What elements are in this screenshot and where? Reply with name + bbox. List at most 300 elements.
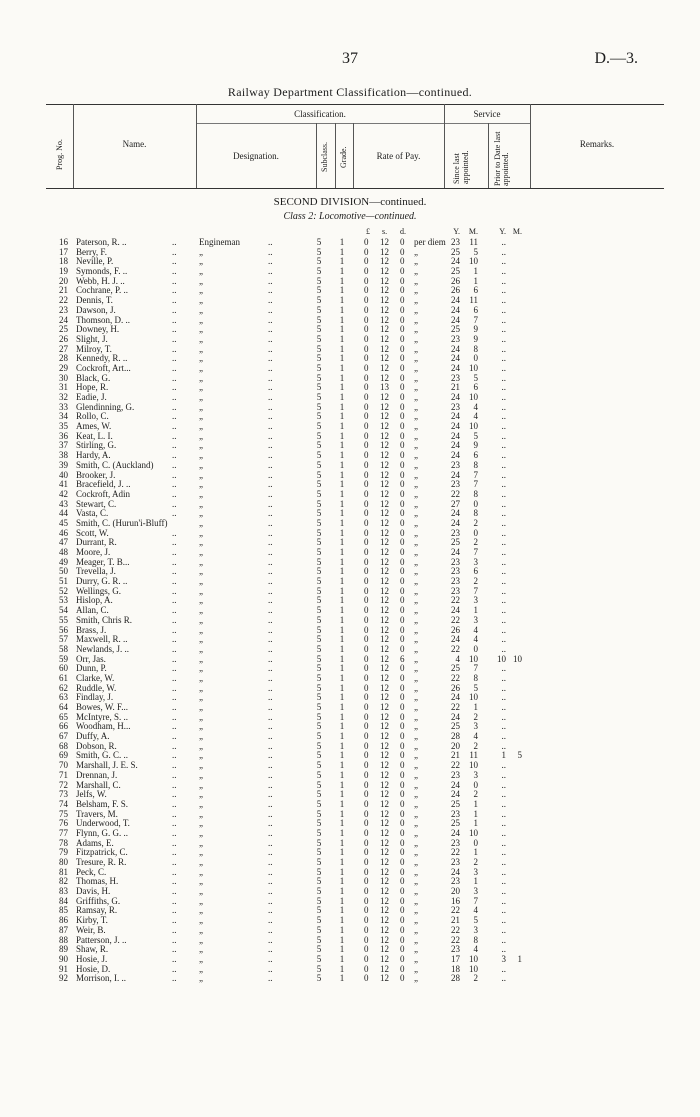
pay-shillings: 12 xyxy=(380,653,389,664)
leader-dots: .. xyxy=(268,895,273,906)
pay-shillings: 12 xyxy=(380,324,389,335)
subclass: 5 xyxy=(316,750,322,761)
prog-no: 47 xyxy=(59,537,68,548)
page-number: 37 xyxy=(342,50,358,67)
pay-shillings: 12 xyxy=(380,304,389,315)
table-row xyxy=(0,915,700,925)
pay-shillings: 12 xyxy=(380,469,389,480)
leader-dots: .. xyxy=(268,672,273,683)
grade: 1 xyxy=(339,953,345,964)
prior-years: .. xyxy=(501,556,506,567)
designation: „ xyxy=(199,905,203,916)
designation: „ xyxy=(199,508,203,519)
section-heading: SECOND DIVISION—continued. xyxy=(273,196,427,208)
prior-years: 10 xyxy=(497,653,506,664)
designation: „ xyxy=(199,973,203,984)
since-months: 1 xyxy=(473,818,478,829)
prog-no: 28 xyxy=(59,353,68,364)
pay-shillings: 12 xyxy=(380,886,389,897)
pay-shillings: 12 xyxy=(380,333,389,344)
since-years: 23 xyxy=(451,857,460,867)
pay-shillings: 12 xyxy=(380,537,389,548)
table-row xyxy=(0,324,700,334)
since-years: 23 xyxy=(451,566,460,577)
table-row xyxy=(0,634,700,644)
subclass: 5 xyxy=(316,905,322,916)
prior-years: .. xyxy=(501,527,506,538)
pay-unit: „ xyxy=(414,595,418,606)
designation: „ xyxy=(199,798,203,809)
designation: „ xyxy=(199,895,203,906)
prog-no: 58 xyxy=(59,643,68,654)
pay-unit: „ xyxy=(414,740,418,751)
since-months: 2 xyxy=(473,740,478,751)
grade: 1 xyxy=(339,595,345,606)
leader-dots: .. xyxy=(268,314,273,325)
since-months: 2 xyxy=(473,576,478,587)
prog-no: 33 xyxy=(59,401,68,412)
prior-years: .. xyxy=(501,857,506,867)
pay-unit: „ xyxy=(414,498,418,509)
col-subclass: Subclass. xyxy=(320,142,329,172)
pay-pounds: 0 xyxy=(364,808,369,819)
prog-no: 16 xyxy=(59,237,68,247)
since-years: 24 xyxy=(451,295,460,306)
subclass: 5 xyxy=(316,469,322,480)
since-years: 24 xyxy=(451,353,460,364)
pay-pounds: 0 xyxy=(364,488,369,499)
prior-years: .. xyxy=(501,924,506,935)
pay-pence: 0 xyxy=(400,547,405,557)
pay-pence: 0 xyxy=(400,663,405,674)
subclass: 5 xyxy=(316,915,322,926)
grade: 1 xyxy=(339,469,345,480)
pay-pence: 0 xyxy=(400,944,405,955)
designation: „ xyxy=(199,304,203,315)
employee-name: Ames, W. xyxy=(76,421,112,432)
prior-years: .. xyxy=(501,827,506,838)
leader-dots: .. xyxy=(268,508,273,519)
subclass: 5 xyxy=(316,488,322,499)
since-years: 22 xyxy=(451,847,460,858)
pay-shillings: 12 xyxy=(380,953,389,964)
since-years: 21 xyxy=(451,915,460,926)
pay-pounds: 0 xyxy=(364,595,369,606)
table-row xyxy=(0,809,700,819)
subclass: 5 xyxy=(316,886,322,897)
prior-years: .. xyxy=(501,595,506,606)
table-row xyxy=(0,644,700,654)
since-years: 24 xyxy=(451,314,460,325)
pay-pence: 0 xyxy=(400,808,405,819)
leader-dots: .. xyxy=(268,953,273,964)
employee-name: Marshall, J. E. S. xyxy=(76,760,138,771)
employee-name: Clarke, W. xyxy=(76,672,115,683)
pay-pounds: 0 xyxy=(364,459,369,470)
table-row xyxy=(0,712,700,722)
since-years: 24 xyxy=(451,362,460,373)
since-years: 23 xyxy=(451,372,460,383)
since-years: 22 xyxy=(451,760,460,771)
unit-since-years: Y. xyxy=(453,227,460,236)
employee-name: Brooker, J. xyxy=(76,469,116,480)
prog-no: 36 xyxy=(59,430,68,441)
prog-no: 29 xyxy=(59,362,68,373)
leader-dots: .. xyxy=(268,769,273,780)
pay-unit: „ xyxy=(414,411,418,422)
col-divider xyxy=(488,123,489,188)
pay-pence: 6 xyxy=(400,653,405,664)
prog-no: 38 xyxy=(59,450,68,461)
since-years: 22 xyxy=(451,595,460,606)
table-row xyxy=(0,683,700,693)
pay-pence: 0 xyxy=(400,605,405,616)
pay-shillings: 12 xyxy=(380,847,389,858)
since-months: 1 xyxy=(473,808,478,819)
pay-shillings: 12 xyxy=(380,614,389,625)
pay-unit: „ xyxy=(414,266,418,277)
prog-no: 31 xyxy=(59,382,68,393)
prog-no: 76 xyxy=(59,818,68,829)
pay-pounds: 0 xyxy=(364,953,369,964)
prior-years: .. xyxy=(501,711,506,722)
since-years: 22 xyxy=(451,905,460,916)
leader-dots: .. xyxy=(172,595,177,606)
subclass: 5 xyxy=(316,847,322,858)
since-months: 8 xyxy=(473,672,478,683)
prior-years: .. xyxy=(501,779,506,790)
pay-unit: „ xyxy=(414,353,418,364)
since-months: 2 xyxy=(473,517,478,528)
prog-no: 84 xyxy=(59,895,68,906)
prog-no: 41 xyxy=(59,479,68,490)
employee-name: Dennis, T. xyxy=(76,295,113,306)
since-years: 22 xyxy=(451,702,460,712)
since-years: 23 xyxy=(451,237,460,247)
subclass: 5 xyxy=(316,692,322,703)
prior-years: .. xyxy=(501,314,506,325)
since-months: 9 xyxy=(473,440,478,451)
grade: 1 xyxy=(339,517,345,528)
pay-pence: 0 xyxy=(400,595,405,606)
since-years: 23 xyxy=(451,769,460,780)
since-years: 23 xyxy=(451,576,460,587)
table-row xyxy=(0,392,700,402)
pay-shillings: 12 xyxy=(380,682,389,693)
grade: 1 xyxy=(339,576,345,587)
since-years: 25 xyxy=(451,266,460,277)
prog-no: 60 xyxy=(59,663,68,674)
pay-unit: „ xyxy=(414,479,418,490)
leader-dots: .. xyxy=(268,392,273,402)
pay-unit: „ xyxy=(414,314,418,325)
designation: „ xyxy=(199,411,203,422)
pay-shillings: 12 xyxy=(380,527,389,538)
since-years: 22 xyxy=(451,672,460,683)
pay-pence: 0 xyxy=(400,827,405,838)
pay-pounds: 0 xyxy=(364,634,369,645)
designation: „ xyxy=(199,246,203,257)
pay-unit: „ xyxy=(414,372,418,383)
pay-pounds: 0 xyxy=(364,372,369,383)
pay-shillings: 12 xyxy=(380,857,389,867)
grade: 1 xyxy=(339,605,345,616)
since-years: 24 xyxy=(451,827,460,838)
prior-years: .. xyxy=(501,672,506,683)
unit-prior-months: M. xyxy=(512,227,522,236)
prior-years: .. xyxy=(501,721,506,732)
employee-name: Newlands, J. .. xyxy=(76,643,129,654)
since-years: 25 xyxy=(451,798,460,809)
pay-shillings: 12 xyxy=(380,392,389,402)
prog-no: 37 xyxy=(59,440,68,451)
leader-dots: .. xyxy=(268,585,273,596)
leader-dots: .. xyxy=(172,295,177,306)
pay-pounds: 0 xyxy=(364,430,369,441)
table-row xyxy=(0,935,700,945)
table-row xyxy=(0,770,700,780)
employee-name: Belsham, F. S. xyxy=(76,798,129,809)
prior-years: .. xyxy=(501,663,506,674)
prog-no: 39 xyxy=(59,459,68,470)
since-years: 23 xyxy=(451,585,460,596)
subclass: 5 xyxy=(316,769,322,780)
since-months: 3 xyxy=(473,556,478,567)
employee-name: Fitzpatrick, C. xyxy=(76,847,128,858)
subclass: 5 xyxy=(316,973,322,984)
pay-pence: 0 xyxy=(400,566,405,577)
table-row xyxy=(0,663,700,673)
pay-pounds: 0 xyxy=(364,585,369,596)
pay-pence: 0 xyxy=(400,382,405,393)
pay-unit: „ xyxy=(414,721,418,732)
leader-dots: .. xyxy=(268,711,273,722)
since-months: 8 xyxy=(473,459,478,470)
pay-unit: „ xyxy=(414,537,418,548)
pay-pence: 0 xyxy=(400,731,405,742)
since-months: 2 xyxy=(473,857,478,867)
pay-unit: „ xyxy=(414,362,418,373)
since-months: 0 xyxy=(473,353,478,364)
since-years: 24 xyxy=(451,440,460,451)
pay-pence: 0 xyxy=(400,692,405,703)
leader-dots: .. xyxy=(172,421,177,432)
since-months: 10 xyxy=(469,256,478,267)
prog-no: 48 xyxy=(59,547,68,557)
prog-no: 17 xyxy=(59,246,68,257)
leader-dots: .. xyxy=(268,827,273,838)
pay-unit: per diem xyxy=(414,237,446,247)
pay-shillings: 13 xyxy=(380,382,389,393)
table-row xyxy=(0,276,700,286)
pay-unit: „ xyxy=(414,304,418,315)
pay-pounds: 0 xyxy=(364,411,369,422)
prior-years: .. xyxy=(501,702,506,712)
pay-shillings: 12 xyxy=(380,702,389,712)
pay-unit: „ xyxy=(414,973,418,984)
grade: 1 xyxy=(339,450,345,461)
leader-dots: .. xyxy=(172,924,177,935)
grade: 1 xyxy=(339,682,345,693)
pay-pounds: 0 xyxy=(364,566,369,577)
leader-dots: .. xyxy=(268,246,273,257)
since-years: 4 xyxy=(455,653,460,664)
pay-pence: 0 xyxy=(400,895,405,906)
leader-dots: .. xyxy=(172,508,177,519)
grade: 1 xyxy=(339,295,345,306)
designation: „ xyxy=(199,953,203,964)
employee-name: Milroy, T. xyxy=(76,343,112,354)
since-months: 3 xyxy=(473,866,478,877)
pay-unit: „ xyxy=(414,517,418,528)
employee-name: Davis, H. xyxy=(76,886,111,897)
since-months: 3 xyxy=(473,595,478,606)
since-years: 22 xyxy=(451,614,460,625)
since-months: 4 xyxy=(473,905,478,916)
since-years: 24 xyxy=(451,634,460,645)
pay-shillings: 12 xyxy=(380,779,389,790)
pay-pence: 0 xyxy=(400,886,405,897)
pay-shillings: 12 xyxy=(380,934,389,945)
since-months: 2 xyxy=(473,537,478,548)
since-months: 1 xyxy=(473,605,478,616)
since-years: 16 xyxy=(451,895,460,906)
designation: „ xyxy=(199,382,203,393)
col-grade: Grade. xyxy=(339,146,348,168)
subclass: 5 xyxy=(316,653,322,664)
leader-dots: .. xyxy=(268,576,273,587)
pay-pounds: 0 xyxy=(364,789,369,800)
table-row xyxy=(0,373,700,383)
subclass: 5 xyxy=(316,624,322,635)
designation: „ xyxy=(199,547,203,557)
pay-shillings: 12 xyxy=(380,672,389,683)
col-prior-to-date: Prior to Date last appointed. xyxy=(493,131,510,186)
since-years: 26 xyxy=(451,682,460,693)
grade: 1 xyxy=(339,266,345,277)
employee-name: Findlay, J. xyxy=(76,692,114,703)
table-row xyxy=(0,867,700,877)
since-months: 3 xyxy=(473,886,478,897)
leader-dots: .. xyxy=(268,382,273,393)
pay-pence: 0 xyxy=(400,479,405,490)
prog-no: 42 xyxy=(59,488,68,499)
since-months: 1 xyxy=(473,847,478,858)
pay-unit: „ xyxy=(414,702,418,712)
prior-years: .. xyxy=(501,798,506,809)
pay-unit: „ xyxy=(414,556,418,567)
employee-name: Stewart, C. xyxy=(76,498,117,509)
pay-pounds: 0 xyxy=(364,237,369,247)
leader-dots: .. xyxy=(172,973,177,984)
designation: „ xyxy=(199,692,203,703)
employee-name: Meager, T. B... xyxy=(76,556,130,567)
header-top-rule xyxy=(46,104,664,105)
designation: „ xyxy=(199,779,203,790)
since-years: 24 xyxy=(451,256,460,267)
grade: 1 xyxy=(339,866,345,877)
leader-dots: .. xyxy=(268,915,273,926)
prog-no: 79 xyxy=(59,847,68,858)
subclass: 5 xyxy=(316,430,322,441)
grade: 1 xyxy=(339,663,345,674)
pay-pounds: 0 xyxy=(364,353,369,364)
pay-unit: „ xyxy=(414,430,418,441)
subclass: 5 xyxy=(316,353,322,364)
designation: „ xyxy=(199,857,203,867)
pay-pence: 0 xyxy=(400,798,405,809)
pay-pence: 0 xyxy=(400,779,405,790)
grade: 1 xyxy=(339,556,345,567)
pay-unit: „ xyxy=(414,643,418,654)
leader-dots: .. xyxy=(268,847,273,858)
pay-shillings: 12 xyxy=(380,973,389,984)
prog-no: 19 xyxy=(59,266,68,277)
table-row xyxy=(0,421,700,431)
pay-pounds: 0 xyxy=(364,944,369,955)
grade: 1 xyxy=(339,246,345,257)
employee-name: Webb, H. J. .. xyxy=(76,275,125,286)
employee-name: Thomson, D. .. xyxy=(76,314,130,325)
leader-dots: .. xyxy=(268,886,273,897)
leader-dots: .. xyxy=(172,440,177,451)
subclass: 5 xyxy=(316,605,322,616)
pay-unit: „ xyxy=(414,682,418,693)
class-heading: Class 2: Locomotive—continued. xyxy=(283,211,417,222)
prog-no: 80 xyxy=(59,857,68,867)
table-row xyxy=(0,595,700,605)
grade: 1 xyxy=(339,353,345,364)
leader-dots: .. xyxy=(268,285,273,296)
table-row xyxy=(0,615,700,625)
prog-no: 63 xyxy=(59,692,68,703)
grade: 1 xyxy=(339,498,345,509)
prior-years: .. xyxy=(501,343,506,354)
pay-pence: 0 xyxy=(400,488,405,499)
employee-name: Trevella, J. xyxy=(76,566,116,577)
designation: „ xyxy=(199,634,203,645)
pay-unit: „ xyxy=(414,915,418,926)
pay-pence: 0 xyxy=(400,527,405,538)
employee-name: Drennan, J. xyxy=(76,769,118,780)
pay-unit: „ xyxy=(414,837,418,848)
designation: „ xyxy=(199,469,203,480)
since-years: 27 xyxy=(451,498,460,509)
since-months: 6 xyxy=(473,304,478,315)
leader-dots: .. xyxy=(172,392,177,402)
since-years: 23 xyxy=(451,808,460,819)
employee-name: Paterson, R. .. xyxy=(76,237,127,247)
pay-unit: „ xyxy=(414,421,418,432)
table-row xyxy=(0,470,700,480)
pay-shillings: 12 xyxy=(380,401,389,412)
leader-dots: .. xyxy=(172,324,177,335)
pay-pence: 0 xyxy=(400,866,405,877)
employee-name: Allan, C. xyxy=(76,605,109,616)
table-row xyxy=(0,431,700,441)
grade: 1 xyxy=(339,343,345,354)
leader-dots: .. xyxy=(172,944,177,955)
table-row xyxy=(0,847,700,857)
prog-no: 85 xyxy=(59,905,68,916)
pay-shillings: 12 xyxy=(380,963,389,974)
subclass: 5 xyxy=(316,595,322,606)
since-years: 26 xyxy=(451,285,460,296)
prior-years: .. xyxy=(501,682,506,693)
table-row xyxy=(0,334,700,344)
leader-dots: .. xyxy=(172,934,177,945)
subclass: 5 xyxy=(316,818,322,829)
